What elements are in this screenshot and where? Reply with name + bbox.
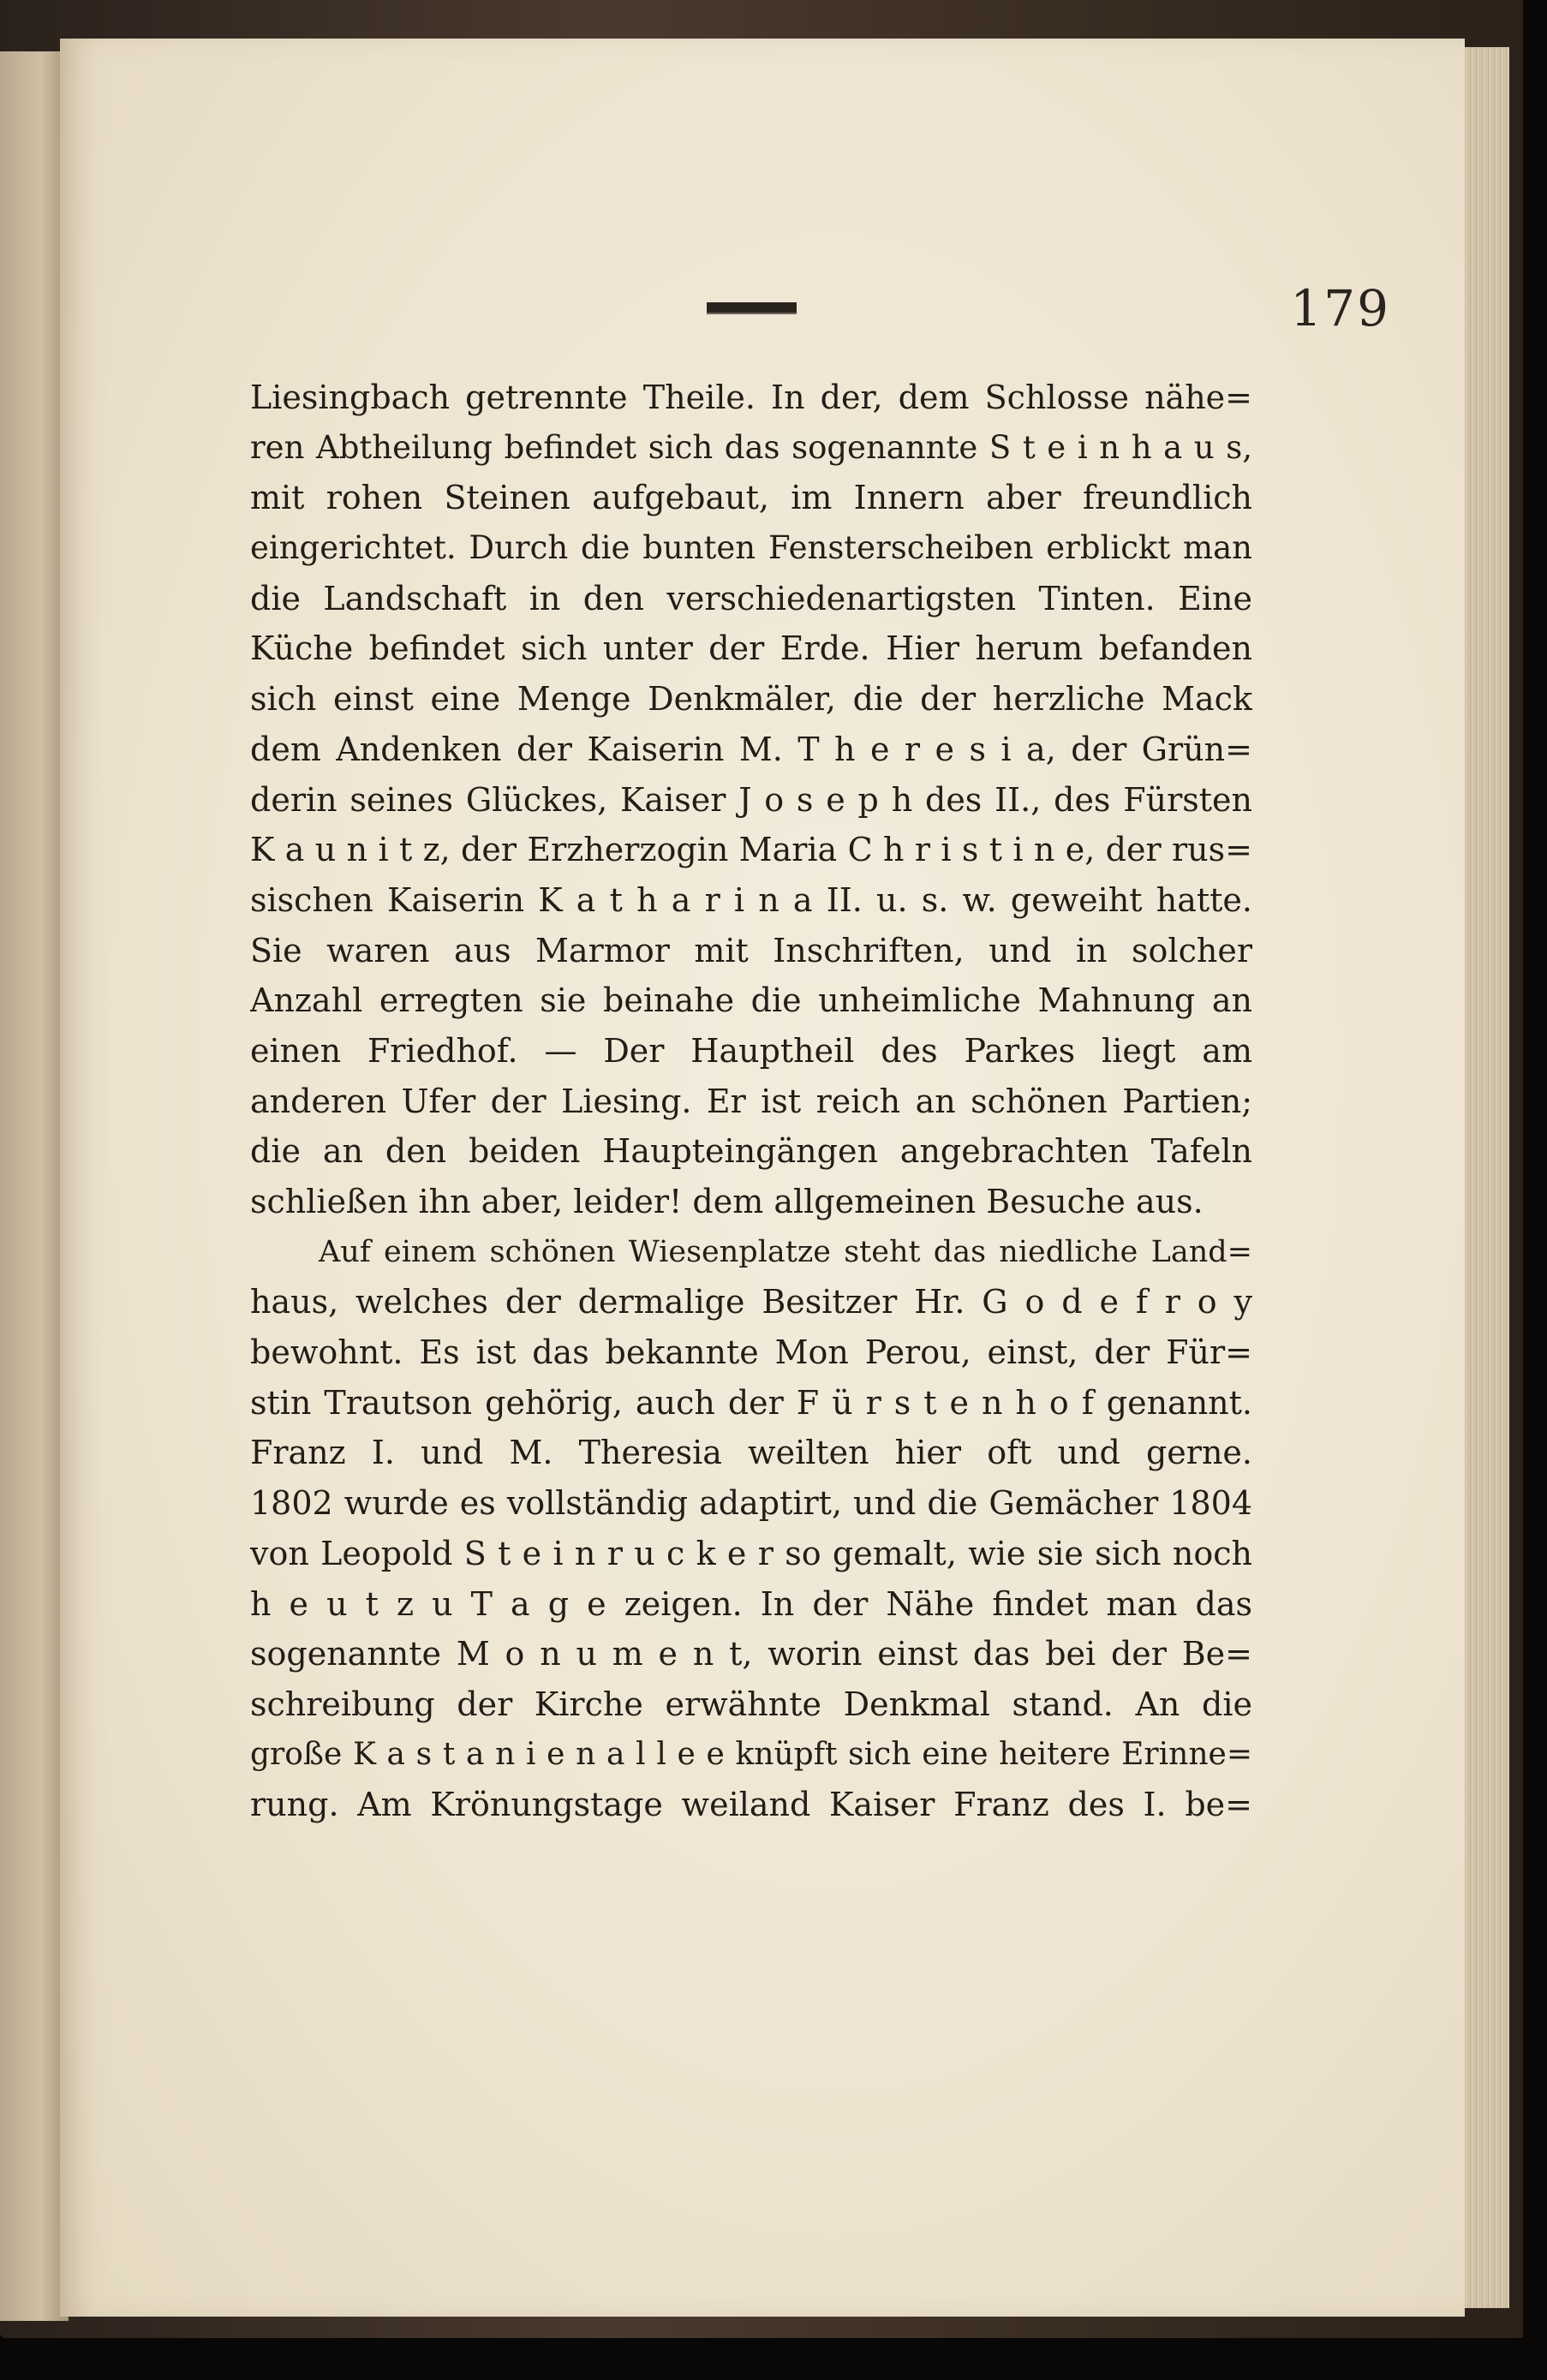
text-line: Liesingbach getrennte Theile. In der, dem Schlosse nähe= bbox=[250, 379, 1252, 416]
text-line: Anzahl erregten sie beinahe die unheimliche Mahnung an bbox=[250, 981, 1252, 1020]
text-line: schreibung der Kirche erwähnte Denkmal stand. An die bbox=[250, 1685, 1252, 1723]
text-line: die Landschaft in den verschiedenartigsten Tinten. Eine bbox=[250, 579, 1252, 617]
page-number: 179 bbox=[1290, 279, 1390, 337]
text-line: dem Andenken der Kaiserin M. T h e r e s i a, der Grün= bbox=[250, 730, 1252, 768]
text-line: eingerichtet. Durch die bunten Fensterscheiben erblickt man bbox=[250, 529, 1252, 567]
text-line: stin Trautson gehörig, auch der F ü r s t e n h o f genannt. bbox=[250, 1383, 1252, 1422]
text-line: große K a s t a n i e n a l l e e knüpft sich eine heitere Erinne= bbox=[250, 1736, 1252, 1772]
text-line: sischen Kaiserin K a t h a r i n a II. u. s. w. geweiht hatte. bbox=[250, 880, 1252, 919]
facing-page-edge bbox=[0, 51, 69, 2321]
text-line: Küche befindet sich unter der Erde. Hier herum befanden bbox=[250, 629, 1252, 668]
text-line: Franz I. und M. Theresia weilten hier oft und gerne. bbox=[250, 1434, 1252, 1472]
text-line: rung. Am Krönungstage weiland Kaiser Franz des I. be= bbox=[250, 1786, 1252, 1824]
body-text bbox=[250, 373, 1252, 1830]
text-line: sich einst eine Menge Denkmäler, die der herzliche Mack bbox=[250, 680, 1252, 719]
text-line: von Leopold S t e i n r u c k e r so gemalt, wie sie sich noch bbox=[250, 1534, 1252, 1572]
text-line: schließen ihn aber, leider! dem allgemeinen Besuche aus. bbox=[250, 1183, 1204, 1220]
text-line: sogenannte M o n u m e n t, worin einst das bei der Be= bbox=[250, 1635, 1252, 1673]
header-rule bbox=[707, 302, 797, 314]
text-line: K a u n i t z, der Erzherzogin Maria C h r i s t i n e, der rus= bbox=[250, 831, 1252, 869]
text-line: die an den beiden Haupteingängen angebrachten Tafeln bbox=[250, 1132, 1252, 1171]
text-line: anderen Ufer der Liesing. Er ist reich an schönen Partien; bbox=[250, 1082, 1252, 1120]
text-line: ren Abtheilung befindet sich das sogenannte S t e i n h a u s, bbox=[250, 428, 1252, 466]
text-line: Sie waren aus Marmor mit Inschriften, und in solcher bbox=[250, 931, 1252, 969]
text-line: Auf einem schönen Wiesenplatze steht das niedliche Land= bbox=[319, 1234, 1252, 1269]
text-line: einen Friedhof. — Der Hauptheil des Parkes liegt am bbox=[250, 1031, 1252, 1070]
text-line: bewohnt. Es ist das bekannte Mon Perou, einst, der Für= bbox=[250, 1333, 1252, 1372]
text-line: derin seines Glückes, Kaiser J o s e p h des II., des Fürsten bbox=[250, 780, 1252, 819]
text-line: mit rohen Steinen aufgebaut, im Innern aber freundlich bbox=[250, 479, 1252, 517]
text-line: h e u t z u T a g e zeigen. In der Nähe findet man das bbox=[250, 1584, 1252, 1623]
text-line: 1802 wurde es vollständig adaptirt, und die Gemächer 1804 bbox=[250, 1484, 1252, 1523]
text-line: haus, welches der dermalige Besitzer Hr. G o d e f r o y bbox=[250, 1283, 1252, 1321]
